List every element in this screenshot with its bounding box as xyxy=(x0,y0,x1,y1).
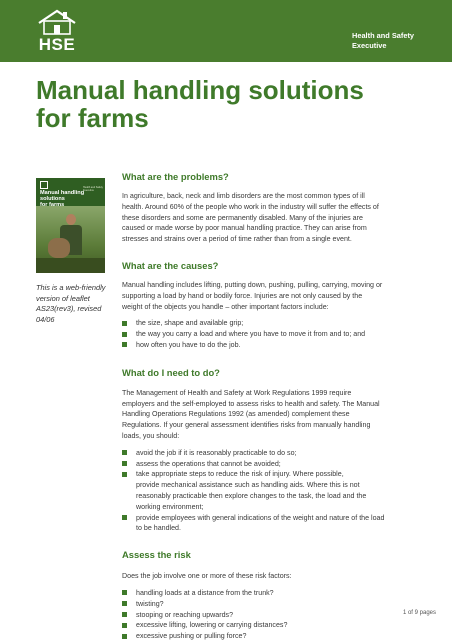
paragraph-line: Regulations. If your general assessment identifies risks from manually handling xyxy=(122,421,371,430)
list-item-line: working environment; xyxy=(136,502,204,511)
house-icon xyxy=(36,9,78,35)
cover-ground xyxy=(36,258,105,273)
section-paragraph xyxy=(122,388,432,442)
list-item-line: provide employees with general indications of the weight and nature of the load xyxy=(136,513,385,522)
bullet-list xyxy=(122,448,432,534)
caption-line: AS23(rev3), revised 04/06 xyxy=(36,304,102,324)
section-paragraph xyxy=(122,280,432,312)
cover-person-head xyxy=(66,214,76,225)
caption-line: version of leaflet xyxy=(36,293,90,303)
cover-org-line: Health and Safety xyxy=(83,186,103,189)
list-item-line: assess the operations that cannot be avoided; xyxy=(136,459,281,468)
list-item-line: reasonably practicable then explore changes to the task, the load and the xyxy=(136,491,367,500)
list-item xyxy=(122,318,432,329)
cover-org-line: Executive xyxy=(83,189,94,192)
section-heading: What are the causes? xyxy=(122,259,219,271)
cover-logo-mark xyxy=(40,181,48,189)
section-what-to-do xyxy=(122,366,432,534)
list-item xyxy=(122,588,432,599)
section-heading: What are the problems? xyxy=(122,171,229,182)
section-assess-risk xyxy=(122,548,432,642)
paragraph-line: health. Around 60% of the people who work in the industry will suffer the effects of xyxy=(122,202,379,211)
list-item-line: handling loads at a distance from the trunk? xyxy=(136,588,274,597)
list-item-line: avoid the job if it is reasonably practicable to do so; xyxy=(136,448,297,457)
cover-org-name xyxy=(83,186,103,192)
org-name xyxy=(352,31,447,51)
bullet-square-icon xyxy=(122,472,127,477)
bullet-square-icon xyxy=(122,321,127,326)
page-number: 1 of 9 pages xyxy=(402,610,436,616)
section-paragraph xyxy=(122,571,432,582)
bullet-square-icon xyxy=(122,590,127,595)
leaflet-cover-image xyxy=(36,178,105,273)
bullet-square-icon xyxy=(122,634,127,639)
paragraph-line: these disorders and some are permanently disabled. Many of the injuries are xyxy=(122,213,363,222)
bullet-square-icon xyxy=(122,612,127,617)
org-name-line: Executive xyxy=(352,41,387,50)
list-item-line: take appropriate steps to reduce the risk of injury. Where possible, xyxy=(136,470,344,479)
title-line: Manual handling solutions xyxy=(36,75,364,105)
paragraph-line: loads, you should: xyxy=(122,431,180,440)
bullet-square-icon xyxy=(122,515,127,520)
bullet-list xyxy=(122,318,432,350)
list-item-line: provide mechanical assistance such as handling aids. Where this is not xyxy=(136,481,360,490)
section-paragraph xyxy=(122,191,432,245)
section-heading: What do I need to do? xyxy=(122,366,220,378)
list-item-line: excessive lifting, lowering or carrying distances? xyxy=(136,621,288,630)
list-item xyxy=(122,620,432,631)
list-item-line: excessive pushing or pulling force? xyxy=(136,632,247,641)
paragraph-line: employers and the self-employed to assess risks to health and safety. The Manual xyxy=(122,399,380,408)
hse-logo xyxy=(36,9,78,55)
list-item-line: the way you carry a load and where you have to move it from and to; and xyxy=(136,330,366,339)
bullet-square-icon xyxy=(122,450,127,455)
list-item xyxy=(122,329,432,340)
list-item xyxy=(122,599,432,610)
list-item xyxy=(122,513,432,535)
paragraph-line: In agriculture, back, neck and limb disorders are the most common types of ill xyxy=(122,192,365,200)
bullet-square-icon xyxy=(122,332,127,337)
cover-title-line: Manual handling solutions xyxy=(40,190,85,202)
section-causes xyxy=(122,259,432,351)
section-heading: Assess the risk xyxy=(122,549,191,561)
bullet-square-icon xyxy=(122,601,127,606)
list-item-line: how often you have to do the job. xyxy=(136,340,241,349)
cover-sack xyxy=(48,238,70,258)
bullet-square-icon xyxy=(122,623,127,628)
paragraph-line: Manual handling includes lifting, putting down, pushing, pulling, carrying, moving or xyxy=(122,280,383,289)
list-item-line: to be handled. xyxy=(136,524,181,533)
bullet-square-icon xyxy=(122,342,127,347)
paragraph-line: Handling Operations Regulations 1992 (as amended) complement these xyxy=(122,410,350,419)
paragraph-line: caused or made worse by poor manual handling practice. They can arise from xyxy=(122,224,367,233)
leaflet-caption xyxy=(36,283,108,325)
cover-title xyxy=(40,190,86,208)
list-item xyxy=(122,340,432,351)
paragraph-line: The Management of Health and Safety at Work Regulations 1999 require xyxy=(122,388,352,397)
list-item-line: stooping or reaching upwards? xyxy=(136,610,234,619)
paragraph-line: Does the job involve one or more of these risk factors: xyxy=(122,572,292,581)
list-item xyxy=(122,448,432,459)
paragraph-line: stresses and strains over a period of time rather than from a single event. xyxy=(122,235,352,244)
header-banner xyxy=(0,0,452,62)
bullet-square-icon xyxy=(122,461,127,466)
cover-title-line: for farms xyxy=(40,202,65,208)
document-title xyxy=(36,76,416,132)
list-item xyxy=(122,459,432,470)
section-problems xyxy=(122,170,432,245)
paragraph-line: supporting a load by hand or bodily force. Injuries are not only caused by the xyxy=(122,291,363,300)
org-name-line: Health and Safety xyxy=(352,31,415,40)
logo-text: HSE xyxy=(38,35,76,54)
list-item xyxy=(122,631,432,642)
main-content xyxy=(122,170,432,642)
title-line: for farms xyxy=(36,103,149,133)
caption-line: This is a web-friendly xyxy=(36,283,106,292)
list-item xyxy=(122,469,432,512)
paragraph-line: weight of the objects you handle – other important factors include: xyxy=(122,302,329,311)
list-item-line: twisting? xyxy=(136,599,164,608)
list-item-line: the size, shape and available grip; xyxy=(136,319,244,328)
